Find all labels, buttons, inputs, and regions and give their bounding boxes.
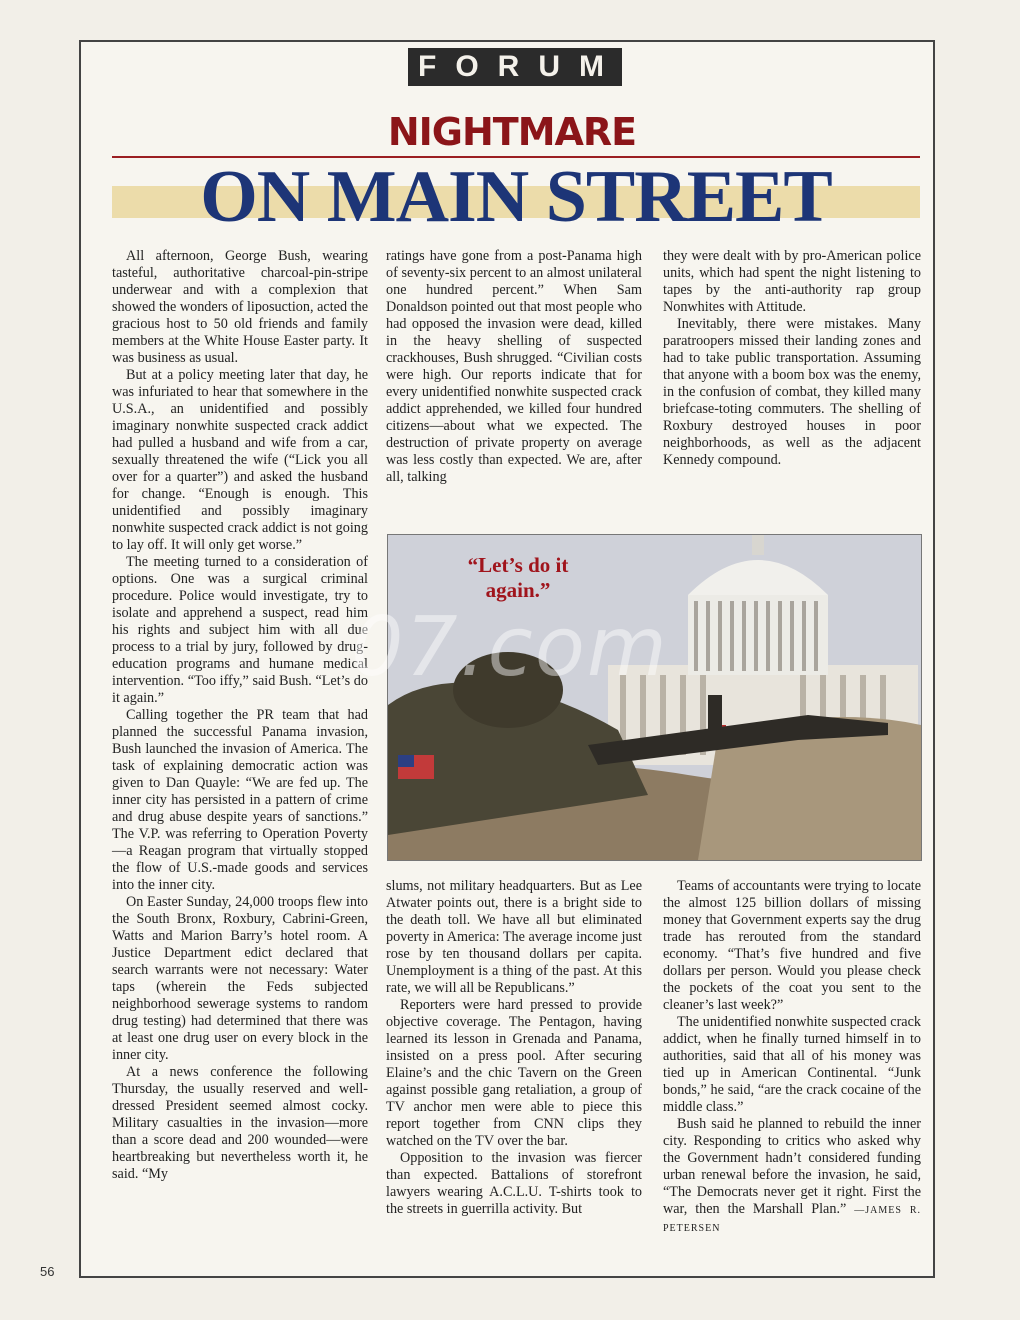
byline: —JAMES R. PETERSEN bbox=[663, 1205, 921, 1234]
paragraph: The meeting turned to a consideration of options. One was a surgical criminal procedure. Police would investigate, try to isolate and apprehend a suspect, read him his rights and subject him with all due process to a trial by jury, followed by drug-education programs and humane medical intervention. “Too iffy,” said Bush. “Let’s do it again.” bbox=[112, 554, 368, 706]
column-2-lower bbox=[386, 878, 642, 1218]
paragraph: At a news conference the following Thursday, the usually reserved and well-dressed President seemed almost cocky. Military casualties in the invasion—more than a score dead and 200 wounded—were heartbreaking but nevertheless worth it, he said. “My bbox=[112, 1064, 368, 1182]
paragraph: ratings have gone from a post-Panama high of seventy-six percent to an almost unilateral one hundred percent.” When Sam Donaldson pointed out that most people who had opposed the invasion were dead, killed in the heavy shelling of suspected crackhouses, Bush shrugged. “Civilian costs were high. Our reports indicate that for every unidentified nonwhite suspected crack addict apprehended, we killed four hundred citizens—about what we expected. The destruction of private property on average was less costly than expected. We are, after all, talking bbox=[386, 248, 642, 485]
paragraph: Opposition to the invasion was fiercer than expected. Battalions of storefront lawyers wearing A.C.L.U. T-shirts took to the streets in guerrilla activity. But bbox=[386, 1150, 642, 1217]
paragraph: But at a policy meeting later that day, he was infuriated to hear that somewhere in the U.S.A., an unidentified and possibly imaginary nonwhite suspected crack addict had pulled a husband and wife from a car, sexually threatened the wife (“Lick you all over for a quarter”) and asked the husband for change. “Enough is enough. This unidentified and possibly imaginary nonwhite suspected crack addict is not going to lay off. It will only get worse.” bbox=[112, 367, 368, 553]
column-3-lower bbox=[663, 878, 921, 1237]
paragraph: Inevitably, there were mistakes. Many paratroopers missed their landing zones and had to take public transportation. Assuming that anyone with a boom box was the enemy, in the confusion of combat, they killed many briefcase-toting commuters. The shelling of Roxbury destroyed houses in poor neighborhoods, as well as the adjacent Kennedy compound. bbox=[663, 316, 921, 468]
section-label: FORUM bbox=[408, 48, 622, 86]
paragraph: On Easter Sunday, 24,000 troops flew into the South Bronx, Roxbury, Cabrini-Green, Watts and Marion Barry’s hotel room. A Justice Department edict declared that search warrants were not necessary: Water taps (wherein the Feds subjected neighborhood sewerage systems to random drug testing) had determined that there was at least one drug user on every block in the inner city. bbox=[112, 894, 368, 1063]
paragraph: Teams of accountants were trying to locate the almost 125 billion dollars of missing money that Government experts say the drug trade has rerouted from the standard economy. “That’s five hundred and five dollars per person. Would you please check the pockets of the coat you sent to the cleaner’s last week?” bbox=[663, 878, 921, 1013]
paragraph: All afternoon, George Bush, wearing tasteful, authoritative charcoal-pin-stripe underwear and with a complexion that showed the wonders of liposuction, acted the gracious host to 50 old friends and family members at the White House Easter party. It was business as usual. bbox=[112, 248, 368, 366]
kicker-title: NIGHTMARE bbox=[387, 110, 637, 154]
paragraph-text: Bush said he planned to rebuild the inner city. Responding to critics who asked why the Government hadn’t considered funding urban renewal before the invasion, he said, “The Democrats never get it right. First the war, then the Marshall Plan.” bbox=[663, 1116, 921, 1217]
page-number: 56 bbox=[40, 1264, 55, 1279]
paragraph: they were dealt with by pro-American police units, which had spent the night listening to tapes by the anti-authority rap group Nonwhites with Attitude. bbox=[663, 248, 921, 315]
pull-quote: “Let’s do it again.” bbox=[467, 553, 569, 602]
paragraph: The unidentified nonwhite suspected crack addict, when he finally turned himself in to authorities, said that all of his money was tied up in American Continental. “Junk bonds,” he said, “are the crack cocaine of the middle class.” bbox=[663, 1014, 921, 1115]
headline: ON MAIN STREET bbox=[200, 156, 832, 238]
paragraph bbox=[663, 1116, 921, 1237]
paragraph: Reporters were hard pressed to provide objective coverage. The Pentagon, having learned its lesson in Grenada and Panama, insisted on a press pool. After securing Elaine’s and the chic Tavern on the Green against possible gang retaliation, a group of TV anchor men were able to piece this report together from CNN clips they watched on the TV over the bar. bbox=[386, 997, 642, 1149]
column-2 bbox=[386, 248, 642, 486]
paragraph: slums, not military headquarters. But as Lee Atwater points out, there is a bright side to the death toll. We have all but eliminated poverty in America: The average income just rose by ten thousand dollars per capita. Unemployment is a thing of the past. At this rate, we will all be Republicans.” bbox=[386, 878, 642, 996]
capitol-sniper-photo bbox=[387, 534, 922, 861]
column-3 bbox=[663, 248, 921, 469]
paragraph: Calling together the PR team that had planned the successful Panama invasion, Bush launched the invasion of America. The task of explaining democratic action was given to Dan Quayle: “We are fed up. The inner city has persisted in a pattern of crime and drug abuse despite years of sanctions.” The V.P. was referring to Operation Poverty—a Reagan program that virtually stopped the flow of U.S.-made goods and services into the inner city. bbox=[112, 707, 368, 893]
column-1 bbox=[112, 248, 368, 1183]
watermark: 07.com bbox=[351, 600, 669, 695]
